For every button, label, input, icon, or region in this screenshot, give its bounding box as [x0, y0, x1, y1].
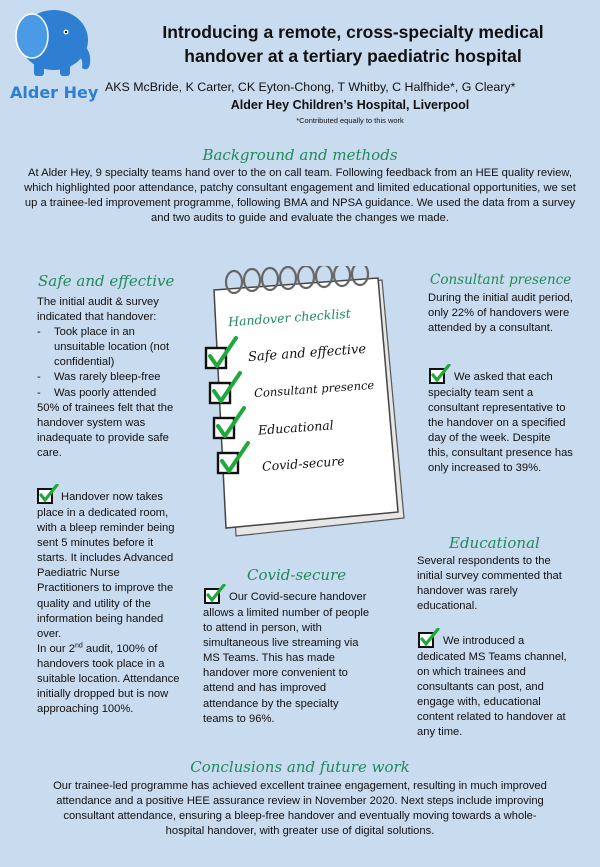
affiliation: Alder Hey Children’s Hospital, Liverpool	[230, 98, 470, 112]
poster-title: Introducing a remote, cross-specialty medical handover at a tertiary paediatric hospital	[162, 22, 544, 66]
safe-action-block	[37, 484, 180, 717]
checkbox-tick-icon	[417, 628, 441, 650]
notepad-illustration	[192, 266, 414, 544]
safe-action: Handover now takes place in a dedicated room, with a bleep reminder being sent 5 minutes before it starts. It includes Advanced Paediatric Nurse Practitioners to improve the quality and utility of the information being handed over.	[37, 491, 175, 640]
logo-text: Alder Hey	[10, 83, 99, 102]
authors: AKS McBride, K Carter, CK Eyton-Chong, T Whitby, C Halfhide*, G Cleary*	[105, 80, 516, 94]
safe-bullets	[37, 325, 185, 400]
checkbox-tick-icon	[203, 584, 227, 606]
checklist-item: Educational	[257, 417, 335, 438]
consultant-action: We asked that each specialty team sent a consultant representative to the handover on a specified day of the week. Despite this, consultant presence has only increased to 39%.	[428, 371, 573, 475]
consultant-heading: Consultant presence	[430, 272, 572, 288]
elephant-icon	[4, 2, 100, 80]
list-item: - Took place in an unsuitable location (not confidential)	[37, 325, 185, 370]
list-item: - Was rarely bleep-free	[37, 370, 185, 385]
background-text: At Alder Hey, 9 specialty teams hand over to the on call team. Following feedback from an HEE quality review, which highlighted poor attendance, patchy consultant engagement and limited educational opportunities, we set up a trainee-led improvement programme, following BMA and NPSA guidance. We used the data from a survey and two audits to guide and evaluate the changes we made.	[24, 167, 576, 225]
checkbox-tick-icon	[37, 484, 59, 506]
educational-finding: Several respondents to the initial survey commented that handover was rarely educational.	[417, 555, 562, 613]
background-heading: Background and methods	[202, 146, 398, 164]
safe-finding: 50% of trainees felt that the handover system was inadequate to provide safe care.	[37, 401, 174, 459]
covid-action-block	[203, 584, 371, 727]
checklist-item: Consultant presence	[253, 377, 375, 401]
educational-action-block	[417, 628, 575, 741]
educational-heading: Educational	[449, 534, 540, 552]
handover-checklist	[192, 266, 414, 544]
consultant-finding: During the initial audit period, only 22% of handovers were attended by a consultant.	[428, 292, 573, 335]
logo	[4, 2, 100, 102]
checklist-item: Safe and effective	[247, 341, 367, 366]
checklist-title: Handover checklist	[227, 305, 352, 330]
covid-heading: Covid-secure	[247, 566, 347, 584]
covid-action: Our Covid-secure handover allows a limited number of people to attend in person, with simultaneous live streaming via MS Teams. This has made handover more convenient to attend and has improved attendance by the specialty teams to 96%.	[203, 591, 370, 725]
list-item: - Was poorly attended	[37, 386, 185, 401]
consultant-action-block	[428, 364, 574, 477]
safe-section	[37, 295, 185, 461]
safe-result: In our 2nd audit, 100% of handovers took place in a suitable location. Attendance initially dropped but is now approaching 100%.	[37, 642, 180, 716]
footnote: *Contributed equally to this work	[296, 116, 404, 125]
conclusions-text: Our trainee-led programme has achieved excellent trainee engagement, resulting in much improved attendance and a positive HEE assurance review in November 2020. Next steps include improving consultant attendance, ensuring a bleep-free handover and eventually moving towards a whole-hospital handover, with greater use of digital solutions.	[53, 780, 547, 838]
safe-intro: The initial audit & survey indicated that handover:	[37, 296, 159, 324]
checkbox-tick-icon	[428, 364, 452, 386]
safe-heading: Safe and effective	[38, 272, 175, 290]
conclusions-heading: Conclusions and future work	[190, 758, 410, 776]
checklist-item: Covid-secure	[261, 453, 346, 474]
educational-action: We introduced a dedicated MS Teams channel, on which trainees and consultants can post, and engage with, educational content related to handover at any time.	[417, 635, 567, 739]
